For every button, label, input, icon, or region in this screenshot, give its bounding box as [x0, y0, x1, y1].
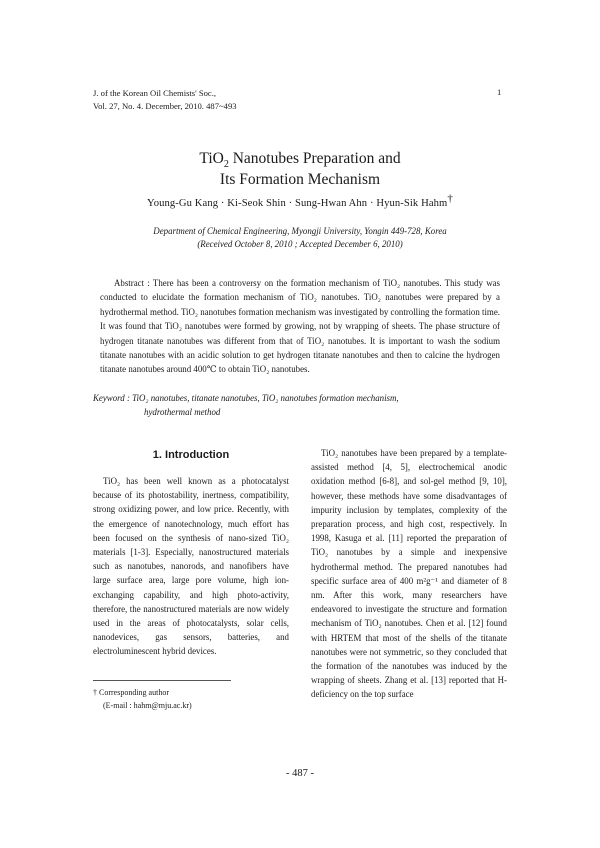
body-left-column: TiO₂ has been well known as a photocatalyst because of its photostability, inertness, compatibility, strong oxidizing power, and low price. Recently, with the emergence of nanotechnology, much effort has been focused on the synthesis of nano-sized TiO₂ materials [1-3]. Especially, nanostructured materials such as nanotubes, nanorods, and nanofibers have large surface area, large pore volume, high ion-exchanging capability, and high photo-activity, therefore, the nanostructured materials are now widely used in the areas of photocatalysts, solar cells, nanodevices, gas sensors, batteries, and electroluminescent hybrid devices.	[93, 476, 289, 657]
footnote	[93, 686, 192, 712]
corresponding-mark: †	[447, 192, 453, 205]
keywords-line-1: : TiO₂ nanotubes, titanate nanotubes, TiO₂ nanotubes formation mechanism,	[124, 393, 399, 403]
affiliation	[0, 225, 600, 251]
keywords-label: Keyword	[93, 393, 125, 403]
header-page-number: 1	[497, 87, 502, 97]
received-dates: (Received October 8, 2010 ; Accepted December 6, 2010)	[197, 239, 403, 249]
footnote-email: (E-mail : hahm@mju.ac.kr)	[103, 701, 192, 710]
footnote-divider	[93, 680, 231, 681]
abstract-label: Abstract	[114, 278, 145, 288]
keywords	[93, 392, 493, 419]
journal-name: J. of the Korean Oil Chemists' Soc.,	[93, 88, 217, 98]
department: Department of Chemical Engineering, Myongji University, Yongin 449-728, Korea	[153, 226, 447, 236]
footer-page-number: - 487 -	[286, 768, 314, 779]
body-right-column: TiO₂ nanotubes have been prepared by a template-assisted method [4, 5], electrochemical anodic oxidation method [6-8], and sol-gel method [9, 10], however, these methods have some disadvantages of impurity inclusion by templates, complexity of the preparation process, and high cost, respectively. In 1998, Kasuga et al. [11] reported the preparation of TiO₂ nanotubes by a simple and inexpensive hydrothermal method. The prepared nanotubes had specific surface area of 400 m²g⁻¹ and diameter of 8 nm. After this work, many researchers have endeavored to investigate the structure and formation mechanism of TiO₂ nanotubes. Chen et al. [12] found with HRTEM that most of the shells of the titanate nanotubes were not symmetric, so they concluded that the formation of the nanotubes was induced by the wrapping of sheets. Zhang et al. [13] reported that H-deficiency on the top surface	[311, 448, 507, 700]
section-heading-introduction: 1. Introduction	[152, 449, 230, 461]
footnote-mark: †	[93, 688, 97, 697]
abstract-text: : There has been a controversy on the formation mechanism of TiO₂ nanotubes. This study was conducted to elucidate the formation mechanism of TiO₂ nanotubes. TiO₂ nanotubes were prepared by a hydrothermal method. TiO₂ nanotubes formation mechanism was investigated by controlling the formation time. It was found that TiO₂ nanotubes were formed by growing, not by wrapping of sheets. The phase structure of hydrogen titanate nanotubes was different from that of TiO₂ nanotubes. It is important to wash the sodium titanate nanotubes with an acidic solution to get hydrogen titanate nanotubes and then to calcine the hydrogen titanate nanotubes around 400℃ to obtain TiO₂ nanotubes.	[100, 278, 500, 375]
footnote-line-1: Corresponding author	[97, 688, 169, 697]
paper-title	[0, 148, 600, 190]
journal-volume: Vol. 27, No. 4. December, 2010. 487~493	[93, 101, 237, 111]
title-line-2: Its Formation Mechanism	[219, 171, 381, 188]
author-names: Young-Gu Kang · Ki-Seok Shin · Sung-Hwan Ahn · Hyun-Sik Hahm	[147, 198, 448, 209]
author-list	[0, 192, 600, 209]
journal-citation	[93, 87, 237, 113]
abstract	[100, 276, 500, 377]
keywords-line-2: hydrothermal method	[144, 406, 221, 417]
title-line-1: TiO$_2$ Nanotubes Preparation and	[199, 150, 401, 171]
